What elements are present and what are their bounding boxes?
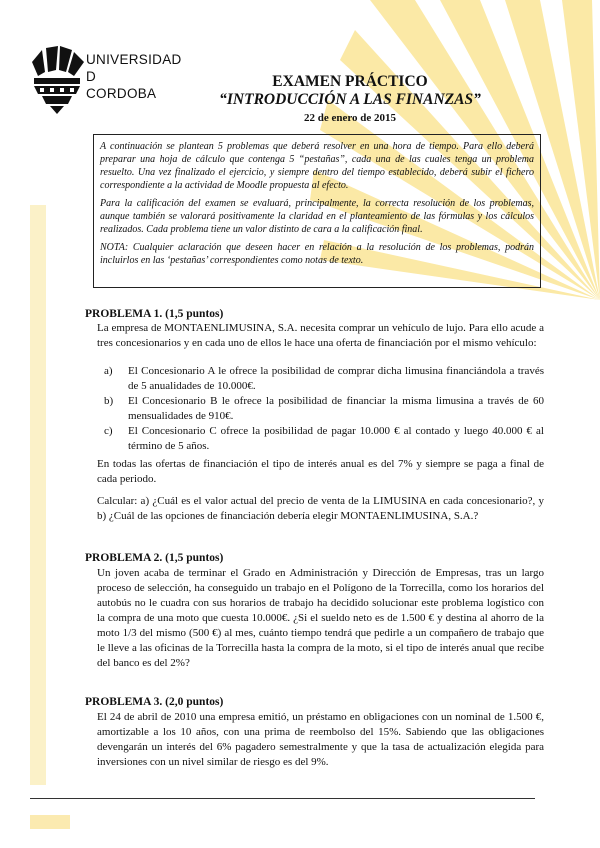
problem-2-heading: PROBLEMA 2. (1,5 puntos): [85, 552, 224, 564]
footer-divider: [30, 798, 535, 799]
decorative-side-bar: [30, 205, 46, 785]
problem-1-heading: PROBLEMA 1. (1,5 puntos): [85, 308, 224, 320]
university-logo-icon: [28, 46, 86, 114]
option-letter: b): [104, 395, 114, 407]
problem-1-option-c: [104, 424, 544, 454]
problem-2-text: Un joven acaba de terminar el Grado en Administración y Dirección de Empresas, tras un largo proceso de selección, ha conseguido un trabajo en el Polígono de la Torrecilla, como los horarios del autobús no le cuadra con sus horarios de trabajo ha decidido solucionar este problema logístico con la compra de una moto que cuesta 10.000€. ¿Si el sueldo neto es de 1.500 € y destina al ahorro de la moto 1/3 del mismo (500 €) al mes, cuánto tiempo tendrá que pedirle a un compañero de trabajo que le lleve a las oficinas de la Torrecilla hasta la compra de la moto, si el tipo de interés anual que recibe del banco es del 2%?: [97, 567, 544, 669]
option-letter: c): [104, 425, 113, 437]
decorative-footer-bar: [30, 815, 70, 829]
option-text: El Concesionario A le ofrece la posibilidad de comprar dicha limusina financiándola a través de 5 anualidades de 10.000€.: [128, 365, 544, 392]
problem-1-option-b: [104, 394, 544, 424]
instructions-paragraph-2: Para la calificación del examen se evaluará, principalmente, la correcta resolución de los problemas, aunque también se valorará positivamente la claridad en el planteamiento de las fórmulas y los cálculos realizados. Cada problema tiene un valor distinto de cara a la calificación final.: [100, 198, 534, 235]
instructions-paragraph-1: A continuación se plantean 5 problemas que deberá resolver en una hora de tiempo. Para ello deberá preparar una hoja de cálculo que contenga 5 “pestañas”, cada una de las cuales tenga un problema resuelto. Una vez finalizado el ejercicio, y siempre dentro del tiempo establecido, deberá subir el fichero correspondiente a la actividad de Moodle propuesta al efecto.: [100, 141, 534, 191]
problem-1-question: Calcular: a) ¿Cuál es el valor actual del precio de venta de la LIMUSINA en cada concesionario?, y b) ¿Cuál de las opciones de financiación debería elegir MONTAENLIMUSINA, S.A.?: [97, 495, 544, 522]
problem-1-option-a: [104, 364, 544, 394]
exam-date: 22 de enero de 2015: [303, 112, 397, 124]
instructions-box: [93, 134, 541, 288]
problem-3-heading: PROBLEMA 3. (2,0 puntos): [85, 696, 224, 708]
option-letter: a): [104, 365, 113, 377]
option-text: El Concesionario C ofrece la posibilidad de pagar 10.000 € al contado y luego 40.000 € al término de 5 años.: [128, 425, 544, 452]
option-text: El Concesionario B le ofrece la posibilidad de financiar la misma limusina a través de 60 mensualidades de 910€.: [128, 395, 544, 422]
problem-1-note: En todas las ofertas de financiación el tipo de interés anual es del 7% y siempre se paga a final de cada periodo.: [97, 458, 544, 485]
problem-1-intro: La empresa de MONTAENLIMUSINA, S.A. necesita comprar un vehículo de lujo. Para ello acude a tres concesionarios y en cada uno de ellos le hace una oferta de financiación por el mismo vehículo:: [97, 322, 544, 349]
university-name-line1: UNIVERSIDAD: [86, 52, 182, 67]
problem-1-options: [104, 364, 544, 454]
university-name: [86, 51, 182, 102]
exam-title-block: [200, 73, 500, 125]
instructions-note: NOTA: Cualquier aclaración que deseen hacer en relación a la resolución de los problemas, podrán incluirlos en las ‘pestañas’ correspondientes como notas de texto.: [100, 242, 534, 266]
problem-3-text: El 24 de abril de 2010 una empresa emitió, un préstamo en obligaciones con un nominal de 1.500 €, amortizable a los 10 años, con una prima de reembolso del 15%. Sabiendo que las obligaciones devengarán un interés del 6% pagadero semestralmente y que la tasa de actualización elegida para inversiones con un nivel similar de riesgo es del 9%.: [97, 711, 544, 768]
exam-title: EXAMEN PRÁCTICO: [272, 73, 428, 90]
university-name-line3: CORDOBA: [86, 86, 157, 101]
exam-subtitle: “INTRODUCCIÓN A LAS FINANZAS”: [219, 91, 481, 108]
university-name-line2: D: [86, 69, 97, 84]
